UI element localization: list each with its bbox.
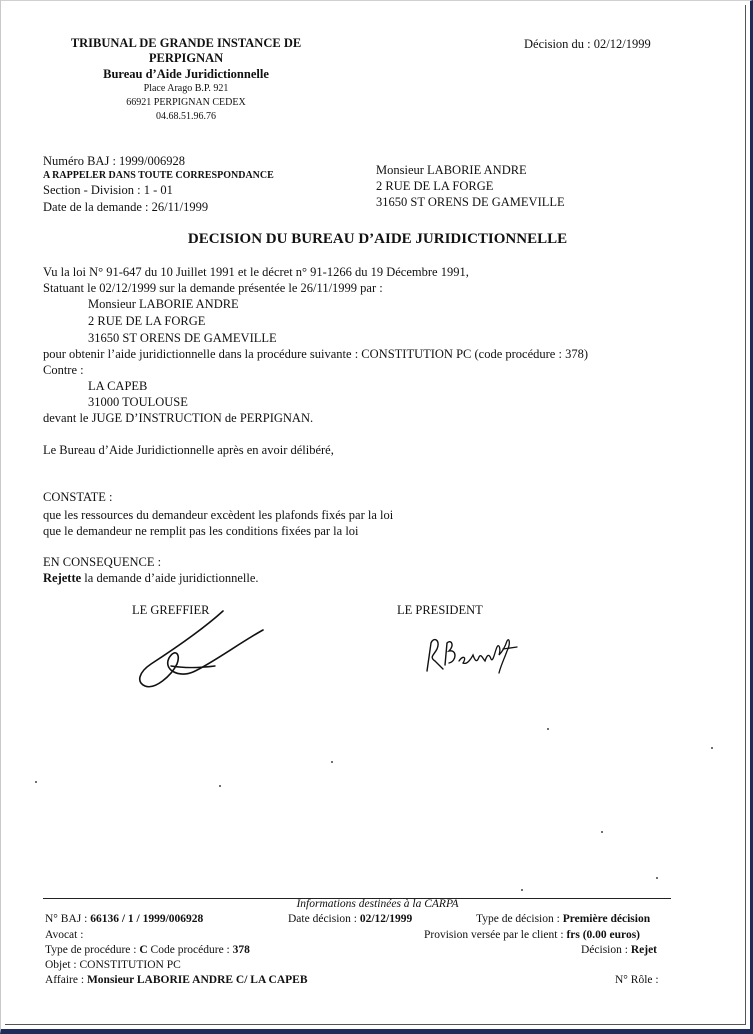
body-legal-reference: Vu la loi N° 91-647 du 10 Juillet 1991 et le décret n° 91-1266 du 19 Décembre 1991, <box>43 265 469 279</box>
rejette-word: Rejette <box>43 571 82 585</box>
court-address-line1: Place Arago B.P. 921 <box>143 83 229 94</box>
footer-affaire-label: Affaire : <box>45 974 87 986</box>
footer-baj-label: N° BAJ : <box>45 913 91 925</box>
footer-type-decision <box>476 913 650 925</box>
greffier-label: LE GREFFIER <box>132 603 210 617</box>
footer-avocat: Avocat : <box>45 929 84 941</box>
bureau-name: Bureau d’Aide Juridictionnelle <box>103 67 269 81</box>
consequence-heading: EN CONSEQUENCE : <box>43 555 162 569</box>
procedure-line: pour obtenir l’aide juridictionnelle dans la procédure suivante : CONSTITUTION PC (code procédure : 378) <box>43 347 588 361</box>
footer-code-value: 378 <box>232 944 250 956</box>
body-statuant: Statuant le 02/12/1999 sur la demande présentée le 26/11/1999 par : <box>43 281 383 295</box>
footer-type-value: Première décision <box>562 913 651 925</box>
footer-baj <box>45 913 203 925</box>
applicant-name: Monsieur LABORIE ANDRE <box>88 297 239 311</box>
scan-speck <box>331 761 333 763</box>
footer-provision-value: frs (0.00 euros) <box>566 929 641 941</box>
footer-type-label: Type de décision : <box>476 913 563 925</box>
footer-objet <box>45 959 181 971</box>
court-name-line2: PERPIGNAN <box>148 51 224 65</box>
scan-speck <box>601 831 603 833</box>
rappel-notice: A RAPPELER DANS TOUTE CORRESPONDANCE <box>43 170 274 181</box>
date-demande: Date de la demande : 26/11/1999 <box>43 200 209 214</box>
contre-label: Contre : <box>43 363 84 377</box>
recipient-street: 2 RUE DE LA FORGE <box>376 179 494 193</box>
footer-decision <box>581 944 657 956</box>
footer-code-label: Code procédure : <box>147 944 233 956</box>
scan-speck <box>35 781 37 783</box>
constate-reason-2: que le demandeur ne remplit pas les conditions fixées par la loi <box>43 524 359 538</box>
footer-objet-label: Objet : <box>45 959 80 971</box>
footer-procedure-value: C <box>139 944 148 956</box>
scan-speck <box>219 785 221 787</box>
footer-role: N° Rôle : <box>615 974 659 986</box>
footer-divider <box>43 898 671 899</box>
scan-speck <box>521 889 523 891</box>
recipient-city: 31650 ST ORENS DE GAMEVILLE <box>376 195 565 209</box>
footer-affaire-value: Monsieur LABORIE ANDRE C/ LA CAPEB <box>86 974 308 986</box>
recipient-name: Monsieur LABORIE ANDRE <box>376 163 527 177</box>
jurisdiction-line: devant le JUGE D’INSTRUCTION de PERPIGNAN. <box>43 411 314 425</box>
president-signature <box>421 629 531 679</box>
footer-date-value: 02/12/1999 <box>359 913 413 925</box>
footer-procedure <box>45 944 250 956</box>
footer-baj-value: 66136 / 1 / 1999/006928 <box>90 913 204 925</box>
court-phone: 04.68.51.96.76 <box>156 111 216 122</box>
footer-decision-value: Rejet <box>630 944 658 956</box>
court-address-line2: 66921 PERPIGNAN CEDEX <box>126 97 246 108</box>
rejection-sentence <box>43 571 259 586</box>
scan-speck <box>547 728 549 730</box>
footer-date <box>288 913 412 925</box>
greffier-signature <box>131 606 271 691</box>
footer-affaire <box>45 974 308 986</box>
footer-objet-value: CONSTITUTION PC <box>79 959 181 971</box>
president-label: LE PRESIDENT <box>397 603 483 617</box>
opponent-city: 31000 TOULOUSE <box>88 395 188 409</box>
footer-date-label: Date décision : <box>288 913 360 925</box>
applicant-city: 31650 ST ORENS DE GAMEVILLE <box>88 331 277 345</box>
decision-date-header: Décision du : 02/12/1999 <box>524 37 651 51</box>
decision-title: DECISION DU BUREAU D’AIDE JURIDICTIONNELLE <box>187 231 568 247</box>
section-division: Section - Division : 1 - 01 <box>43 183 173 197</box>
scan-speck <box>711 747 713 749</box>
numero-baj: Numéro BAJ : 1999/006928 <box>43 154 186 168</box>
court-name-line1: TRIBUNAL DE GRANDE INSTANCE DE <box>70 36 302 50</box>
carpa-title: Informations destinées à la CARPA <box>296 898 459 910</box>
constate-heading: CONSTATE : <box>43 490 113 504</box>
scan-speck <box>656 877 658 879</box>
opponent-name: LA CAPEB <box>88 379 148 393</box>
footer-procedure-label: Type de procédure : <box>45 944 140 956</box>
footer-provision <box>424 929 640 941</box>
footer-provision-label: Provision versée par le client : <box>424 929 567 941</box>
rejection-rest: la demande d’aide juridictionnelle. <box>81 571 259 585</box>
footer-decision-label: Décision : <box>581 944 631 956</box>
constate-reason-1: que les ressources du demandeur excèdent les plafonds fixés par la loi <box>43 508 394 522</box>
deliberation-line: Le Bureau d’Aide Juridictionnelle après en avoir délibéré, <box>43 443 334 457</box>
applicant-street: 2 RUE DE LA FORGE <box>88 314 206 328</box>
